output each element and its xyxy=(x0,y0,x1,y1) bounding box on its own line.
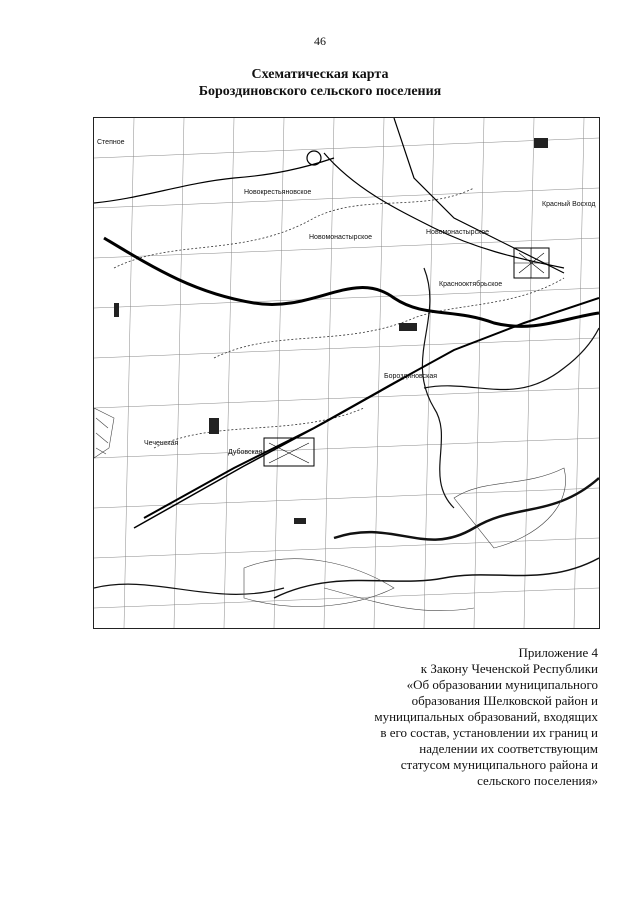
appendix-line-4: образования Шелковской район и xyxy=(411,693,598,708)
dotted-boundaries xyxy=(114,188,564,448)
label-krasnooktyabrskoe: Краснооктябрьское xyxy=(439,281,503,288)
label-novomonastyrskoe: Новомонастырское xyxy=(309,234,373,241)
appendix-note xyxy=(278,645,598,789)
appendix-line-6: в его состав, установлении их границ и xyxy=(380,725,598,740)
river xyxy=(94,268,599,598)
page-title xyxy=(0,66,640,100)
appendix-line-8: статусом муниципального района и xyxy=(400,757,598,772)
appendix-line-3: «Об образовании муниципального xyxy=(406,677,598,692)
roads xyxy=(94,118,599,528)
appendix-line-5: муниципальных образований, входящих xyxy=(374,709,598,724)
label-novomonastyrskoe-road: Новомонастырское xyxy=(426,229,490,236)
title-line-2: Бороздиновского сельского поселения xyxy=(198,84,442,99)
label-krasny-voskhod: Красный Восход xyxy=(542,201,596,208)
textured-areas xyxy=(94,408,566,611)
schematic-map xyxy=(93,117,600,629)
appendix-line-7: наделении их соответствующим xyxy=(419,741,598,756)
label-borozdinovskaya: Бороздиновская xyxy=(384,373,438,380)
title-line-1: Схематическая карта xyxy=(251,67,389,82)
page-number: 46 xyxy=(314,34,326,48)
map-graphic xyxy=(94,118,599,628)
label-novokrestyanovskoe: Новокрестьяновское xyxy=(244,189,312,196)
label-dubovskaya: Дубовская xyxy=(228,449,263,456)
appendix-line-1: Приложение 4 xyxy=(518,645,598,660)
settlements xyxy=(114,138,549,524)
label-chechenskaya: Чеченская xyxy=(144,440,179,447)
appendix-line-9: сельского поселения» xyxy=(477,773,598,788)
label-stepnoe: Степное xyxy=(97,139,125,146)
field-grid xyxy=(94,118,599,628)
appendix-line-2: к Закону Чеченской Республики xyxy=(420,661,598,676)
